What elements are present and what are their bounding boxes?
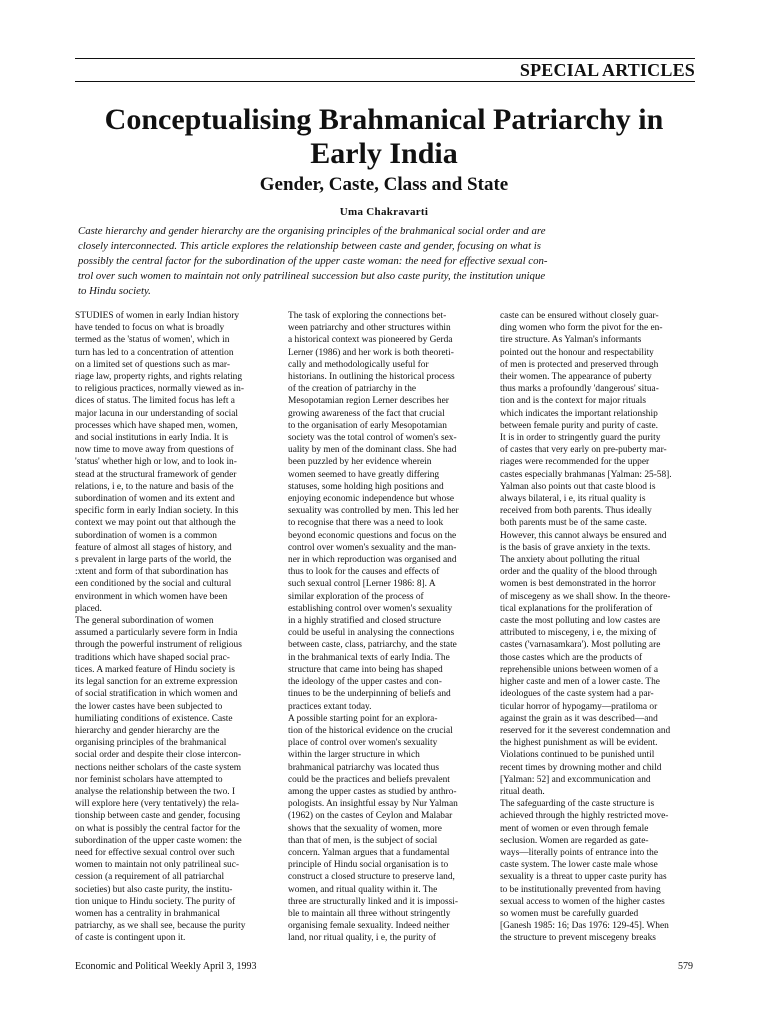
body-text-line: feature of almost all stages of history, and xyxy=(75,542,232,553)
body-text-line: to religious practices, normally viewed as in- xyxy=(75,384,244,395)
body-text-line: construct a closed structure to preserve land, xyxy=(288,872,455,883)
body-text-line: reserved for it the severest condemnation and xyxy=(500,725,671,736)
body-text-line: society was the total control of women's sex- xyxy=(288,433,457,444)
body-text-line: analyse the relationship between the two. I xyxy=(75,786,236,797)
body-text-line: sexual access to women of the higher castes xyxy=(500,896,665,907)
body-text-line: the lower castes have been subjected to xyxy=(75,701,223,712)
body-text-line: thus marks a profoundly 'dangerous' situa- xyxy=(500,384,659,395)
body-text-line: organising female sexuality. Indeed neither xyxy=(288,921,450,932)
body-text-line: could be the practices and beliefs prevalent xyxy=(288,774,450,785)
body-text-line: context we may point out that although the xyxy=(75,518,236,529)
body-text-line: Lerner (1986) and her work is both theoreti- xyxy=(288,347,454,358)
body-text-line: tion of the historical evidence on the crucial xyxy=(288,725,453,736)
body-text-line: of social stratification in which women and xyxy=(75,689,238,700)
body-text-line: However, this cannot always be ensured and xyxy=(500,530,667,541)
body-text-line: tion unique to Hindu society. The purity of xyxy=(75,896,236,907)
body-text-line: ways—literally points of entrance into the xyxy=(500,847,659,858)
body-text-line: specific form in early Indian society. In this xyxy=(75,506,239,517)
body-text-line: through the powerful instrument of religious xyxy=(75,640,242,651)
body-text-line: [Yalman: 52] and excommunication and xyxy=(500,774,651,785)
body-text-line: higher caste and men of a lower caste. The xyxy=(500,677,660,688)
body-text-line: Mesopotamian region Lerner describes her xyxy=(288,396,449,407)
body-text-line: cession (a requirement of all patriarchal xyxy=(75,872,225,883)
body-text-line: will explore here (very tentatively) the rela- xyxy=(75,799,239,810)
body-text-line: women, and ritual quality within it. The xyxy=(288,884,438,895)
body-text-line: nections neither scholars of the caste system xyxy=(75,762,242,773)
body-text-line: tices. A marked feature of Hindu society is xyxy=(75,664,235,675)
body-text-line: between female purity and purity of caste. xyxy=(500,420,659,431)
body-text-line: among the upper castes as studied by anthro- xyxy=(288,786,457,797)
body-text-line: historians. In outlining the historical process xyxy=(288,372,455,383)
body-text-line: sexuality was controlled by men. This led her xyxy=(288,506,459,517)
body-text-line: thus to look for the causes and effects of xyxy=(288,567,440,578)
body-text-line: ment of women or even through female xyxy=(500,823,649,834)
body-text-line: ticular horror of hypogamy—pratiloma or xyxy=(500,701,658,712)
body-text-line: environment in which women have been xyxy=(75,591,228,602)
body-text-line: :xtent and form of that subordination has xyxy=(75,567,229,578)
body-text-line: riages were recommended for the upper xyxy=(500,457,650,468)
body-text-line: pointed out the honour and respectability xyxy=(500,347,654,358)
body-column-3 xyxy=(500,310,682,945)
body-text-line: Violations continued to be punished until xyxy=(500,750,655,761)
body-text-line: placed. xyxy=(75,603,102,614)
body-text-line: dices of status. The limited focus has left a xyxy=(75,396,235,407)
body-text-line: women seemed to have greatly differing xyxy=(288,469,440,480)
body-text-line: relations, i e, to the nature and basis of the xyxy=(75,481,234,492)
body-text-line: of the creation of patriarchy in the xyxy=(288,384,417,395)
body-text-line: recent times by drowning mother and child xyxy=(500,762,662,773)
section-heading: SPECIAL ARTICLES xyxy=(519,60,695,80)
body-text-line: 'status' whether high or low, and to look in- xyxy=(75,457,237,468)
body-text-line: to recognise that there was a need to look xyxy=(288,518,444,529)
body-text-line: humiliating conditions of existence. Caste xyxy=(75,713,233,724)
body-text-line: so women must be carefully guarded xyxy=(500,908,639,919)
body-text-line: both parents must be of the same caste. xyxy=(500,518,647,529)
body-text-line: women to maintain not only patrilineal suc- xyxy=(75,860,240,871)
body-text-line: the highest punishment as will be evident. xyxy=(500,738,658,749)
body-text-line: tionship between caste and gender, focusing xyxy=(75,811,241,822)
body-text-line: in a highly stratified and closed structure xyxy=(288,616,442,627)
body-text-line: beyond economic questions and focus on the xyxy=(288,530,457,541)
body-text-line: The safeguarding of the caste structure is xyxy=(500,799,655,810)
body-text-line: stead at the structural framework of gender xyxy=(75,469,237,480)
body-text-line: establishing control over women's sexuality xyxy=(288,603,453,614)
body-text-line: tire structure. As Yalman's informants xyxy=(500,335,642,346)
body-text-line: growing awareness of the fact that crucial xyxy=(288,408,445,419)
body-text-line: The general subordination of women xyxy=(75,616,214,627)
body-text-line: in the brahmanical texts of early India. The xyxy=(288,652,450,663)
body-text-line: women has a centrality in brahmanical xyxy=(75,908,220,919)
body-text-line: which indicates the important relationship xyxy=(500,408,658,419)
body-column-1 xyxy=(75,310,257,945)
body-text-line: always bilateral, i e, its ritual quality is xyxy=(500,494,646,505)
body-text-line: ween patriarchy and other structures within xyxy=(288,323,451,334)
body-text-line: tion and is the context for major rituals xyxy=(500,396,647,407)
title-line-2: Early India xyxy=(310,137,458,170)
abstract-line: closely interconnected. This article explores the relationship between caste and gender, focusing on what is xyxy=(78,240,541,252)
body-text-line: have tended to focus on what is broadly xyxy=(75,323,225,334)
body-text-line: caste can be ensured without closely guar- xyxy=(500,311,659,321)
body-text-line: attributed to miscegeny, i e, the mixing of xyxy=(500,628,657,639)
body-text-line: to be institutionally prevented from having xyxy=(500,884,661,895)
body-text-line: ble to maintain all three without stringently xyxy=(288,908,451,919)
body-text-line: its legal sanction for an extreme expression xyxy=(75,677,238,688)
body-text-line: It is in order to stringently guard the purity xyxy=(500,433,661,444)
body-text-line: statuses, some holding high positions and xyxy=(288,481,444,492)
body-text-line: land, nor ritual quality, i e, the purity of xyxy=(288,933,437,944)
body-text-line: than that of men, is the subject of social xyxy=(288,835,438,846)
body-text-line: Yalman also points out that caste blood is xyxy=(500,481,656,492)
top-rule xyxy=(75,58,695,59)
body-text-line: een conditioned by the social and cultural xyxy=(75,579,232,590)
body-text-line: could be useful in analysing the connections xyxy=(288,628,455,639)
body-text-line: The anxiety about polluting the ritual xyxy=(500,555,640,566)
body-text-line: s prevalent in large parts of the world, the xyxy=(75,555,232,566)
body-text-line: on what is possibly the central factor for the xyxy=(75,823,241,834)
body-text-line: those castes which are the products of xyxy=(500,652,643,663)
body-text-line: women is best demonstrated in the horror xyxy=(500,579,656,590)
body-text-line: riage law, property rights, and rights relating xyxy=(75,372,243,383)
section-rule xyxy=(75,81,695,82)
body-text-line: caste the most polluting and low castes are xyxy=(500,616,661,627)
body-text-line: control over women's sexuality and the man- xyxy=(288,542,457,553)
body-text-line: cally and methodologically useful for xyxy=(288,359,429,370)
body-text-line: (1962) on the castes of Ceylon and Malabar xyxy=(288,811,453,822)
body-text-line: major lacuna in our understanding of social xyxy=(75,408,238,419)
body-text-line: order and the quality of the blood through xyxy=(500,567,657,578)
body-text-line: assumed a particularly severe form in India xyxy=(75,628,238,639)
body-text-line: achieved through the highly restricted move- xyxy=(500,811,669,822)
body-text-line: practices extant today. xyxy=(288,701,372,712)
article-title xyxy=(60,103,708,171)
body-text-line: three are structurally linked and it is impossi- xyxy=(288,896,459,907)
body-text-line: of men is protected and preserved through xyxy=(500,359,659,370)
body-text-line: termed as the 'status of women', which in xyxy=(75,335,230,346)
body-text-line: organising principles of the brahmanical xyxy=(75,738,227,749)
body-text-line: hierarchy and gender hierarchy are the xyxy=(75,725,220,736)
body-text-line: subordination of the upper caste women: the xyxy=(75,835,242,846)
body-text-line: societies) but also caste purity, the institu- xyxy=(75,884,233,895)
body-text-line: ding women who form the pivot for the en- xyxy=(500,323,663,334)
body-text-line: reprehensible unions between women of a xyxy=(500,664,659,675)
body-text-line: ritual death. xyxy=(500,786,545,797)
body-text-line: turn has led to a concentration of attention xyxy=(75,347,234,358)
body-text-line: patriarchy, as we shall see, because the purity xyxy=(75,921,246,932)
body-text-line: of castes that very early on pre-puberty mar- xyxy=(500,445,667,456)
body-text-line: seclusion. Women are regarded as gate- xyxy=(500,835,649,846)
body-text-line: social order and despite their close intercon- xyxy=(75,750,242,761)
body-text-line: A possible starting point for an explora- xyxy=(288,713,438,724)
abstract-line: possibly the central factor for the subordination of the upper caste woman: the need for effective sexual con- xyxy=(78,255,548,267)
body-text-line: traditions which have shaped social prac- xyxy=(75,652,230,663)
body-text-line: structure that came into being has shaped xyxy=(288,664,443,675)
body-text-line: similar exploration of the process of xyxy=(288,591,424,602)
body-text-line: brahmanical patriarchy was located thus xyxy=(288,762,439,773)
body-text-line: tinues to be the underpinning of beliefs and xyxy=(288,689,451,700)
body-text-line: uality by men of the dominant class. She had xyxy=(288,445,457,456)
body-text-line: castes especially brahmanas [Yalman: 25-58]. xyxy=(500,469,672,480)
body-text-line: is the basis of grave anxiety in the texts. xyxy=(500,542,651,553)
body-text-line: castes ('varnasamkara'). Most polluting are xyxy=(500,640,661,651)
body-text-line: been puzzled by her evidence wherein xyxy=(288,457,432,468)
body-text-line: caste system. The lower caste male whose xyxy=(500,860,658,871)
body-text-line: [Ganesh 1985: 16; Das 1976: 129-45]. When xyxy=(500,921,669,932)
title-line-1: Conceptualising Brahmanical Patriarchy in xyxy=(104,103,664,136)
body-text-line: against the grain as it was described—and xyxy=(500,713,658,724)
body-column-2 xyxy=(288,310,470,945)
body-text-line: place of control over women's sexuality xyxy=(288,738,438,749)
abstract-line: Caste hierarchy and gender hierarchy are the organising principles of the brahmanical social order and are xyxy=(78,225,546,237)
body-text-line: within the larger structure in which xyxy=(288,750,420,761)
abstract-line: trol over such women to maintain not only patrilineal succession but also caste purity, the institution unique xyxy=(78,270,546,282)
article-abstract xyxy=(78,224,698,299)
body-text-line: between caste, class, patriarchy, and the state xyxy=(288,640,457,651)
abstract-line: to Hindu society. xyxy=(78,285,151,297)
article-author: Uma Chakravarti xyxy=(339,206,429,218)
body-text-line: now time to move away from questions of xyxy=(75,445,234,456)
footer-journal-date: Economic and Political Weekly April 3, 1993 xyxy=(75,961,257,972)
footer-page-number: 579 xyxy=(678,961,693,972)
body-text-line: on a limited set of questions such as mar- xyxy=(75,359,230,370)
body-text-line: need for effective sexual control over such xyxy=(75,847,235,858)
body-text-line: concern. Yalman argues that a fundamental xyxy=(288,847,450,858)
body-text-line: the ideology of the upper castes and con- xyxy=(288,677,442,688)
body-text-line: subordination of women is a common xyxy=(75,530,217,541)
body-text-line: STUDIES of women in early Indian history xyxy=(75,311,240,321)
body-text-line: nor feminist scholars have attempted to xyxy=(75,774,223,785)
body-text-line: to the organisation of early Mesopotamian xyxy=(288,420,447,431)
body-text-line: and social institutions in early India. It is xyxy=(75,433,229,444)
body-text-line: principle of Hindu social organisation is to xyxy=(288,860,449,871)
body-text-line: such sexual control [Lerner 1986: 8]. A xyxy=(288,579,436,590)
body-text-line: enjoying economic independence but whose xyxy=(288,494,455,505)
article-subtitle: Gender, Caste, Class and State xyxy=(259,174,509,195)
body-text-line: subordination of women and its extent and xyxy=(75,494,235,505)
body-text-line: ner in which reproduction was organised and xyxy=(288,555,457,566)
body-text-line: the structure to prevent miscegeny breaks xyxy=(500,933,656,944)
body-text-line: their women. The appearance of puberty xyxy=(500,372,652,383)
body-text-line: a historical context was pioneered by Gerda xyxy=(288,335,453,346)
body-text-line: of caste is contingent upon it. xyxy=(75,933,186,944)
body-text-line: of miscegeny as we shall show. In the theore- xyxy=(500,591,671,602)
body-text-line: sexuality is a threat to upper caste purity has xyxy=(500,872,667,883)
body-text-line: tical explanations for the proliferation of xyxy=(500,603,653,614)
body-text-line: shows that the sexuality of women, more xyxy=(288,823,442,834)
body-text-line: processes which have shaped men, women, xyxy=(75,420,238,431)
body-text-line: pologists. An insightful essay by Nur Yalman xyxy=(288,799,458,810)
body-text-line: The task of exploring the connections bet- xyxy=(288,311,447,321)
body-text-line: received from both parents. Thus ideally xyxy=(500,506,652,517)
body-text-line: ideologues of the caste system had a par- xyxy=(500,689,654,700)
